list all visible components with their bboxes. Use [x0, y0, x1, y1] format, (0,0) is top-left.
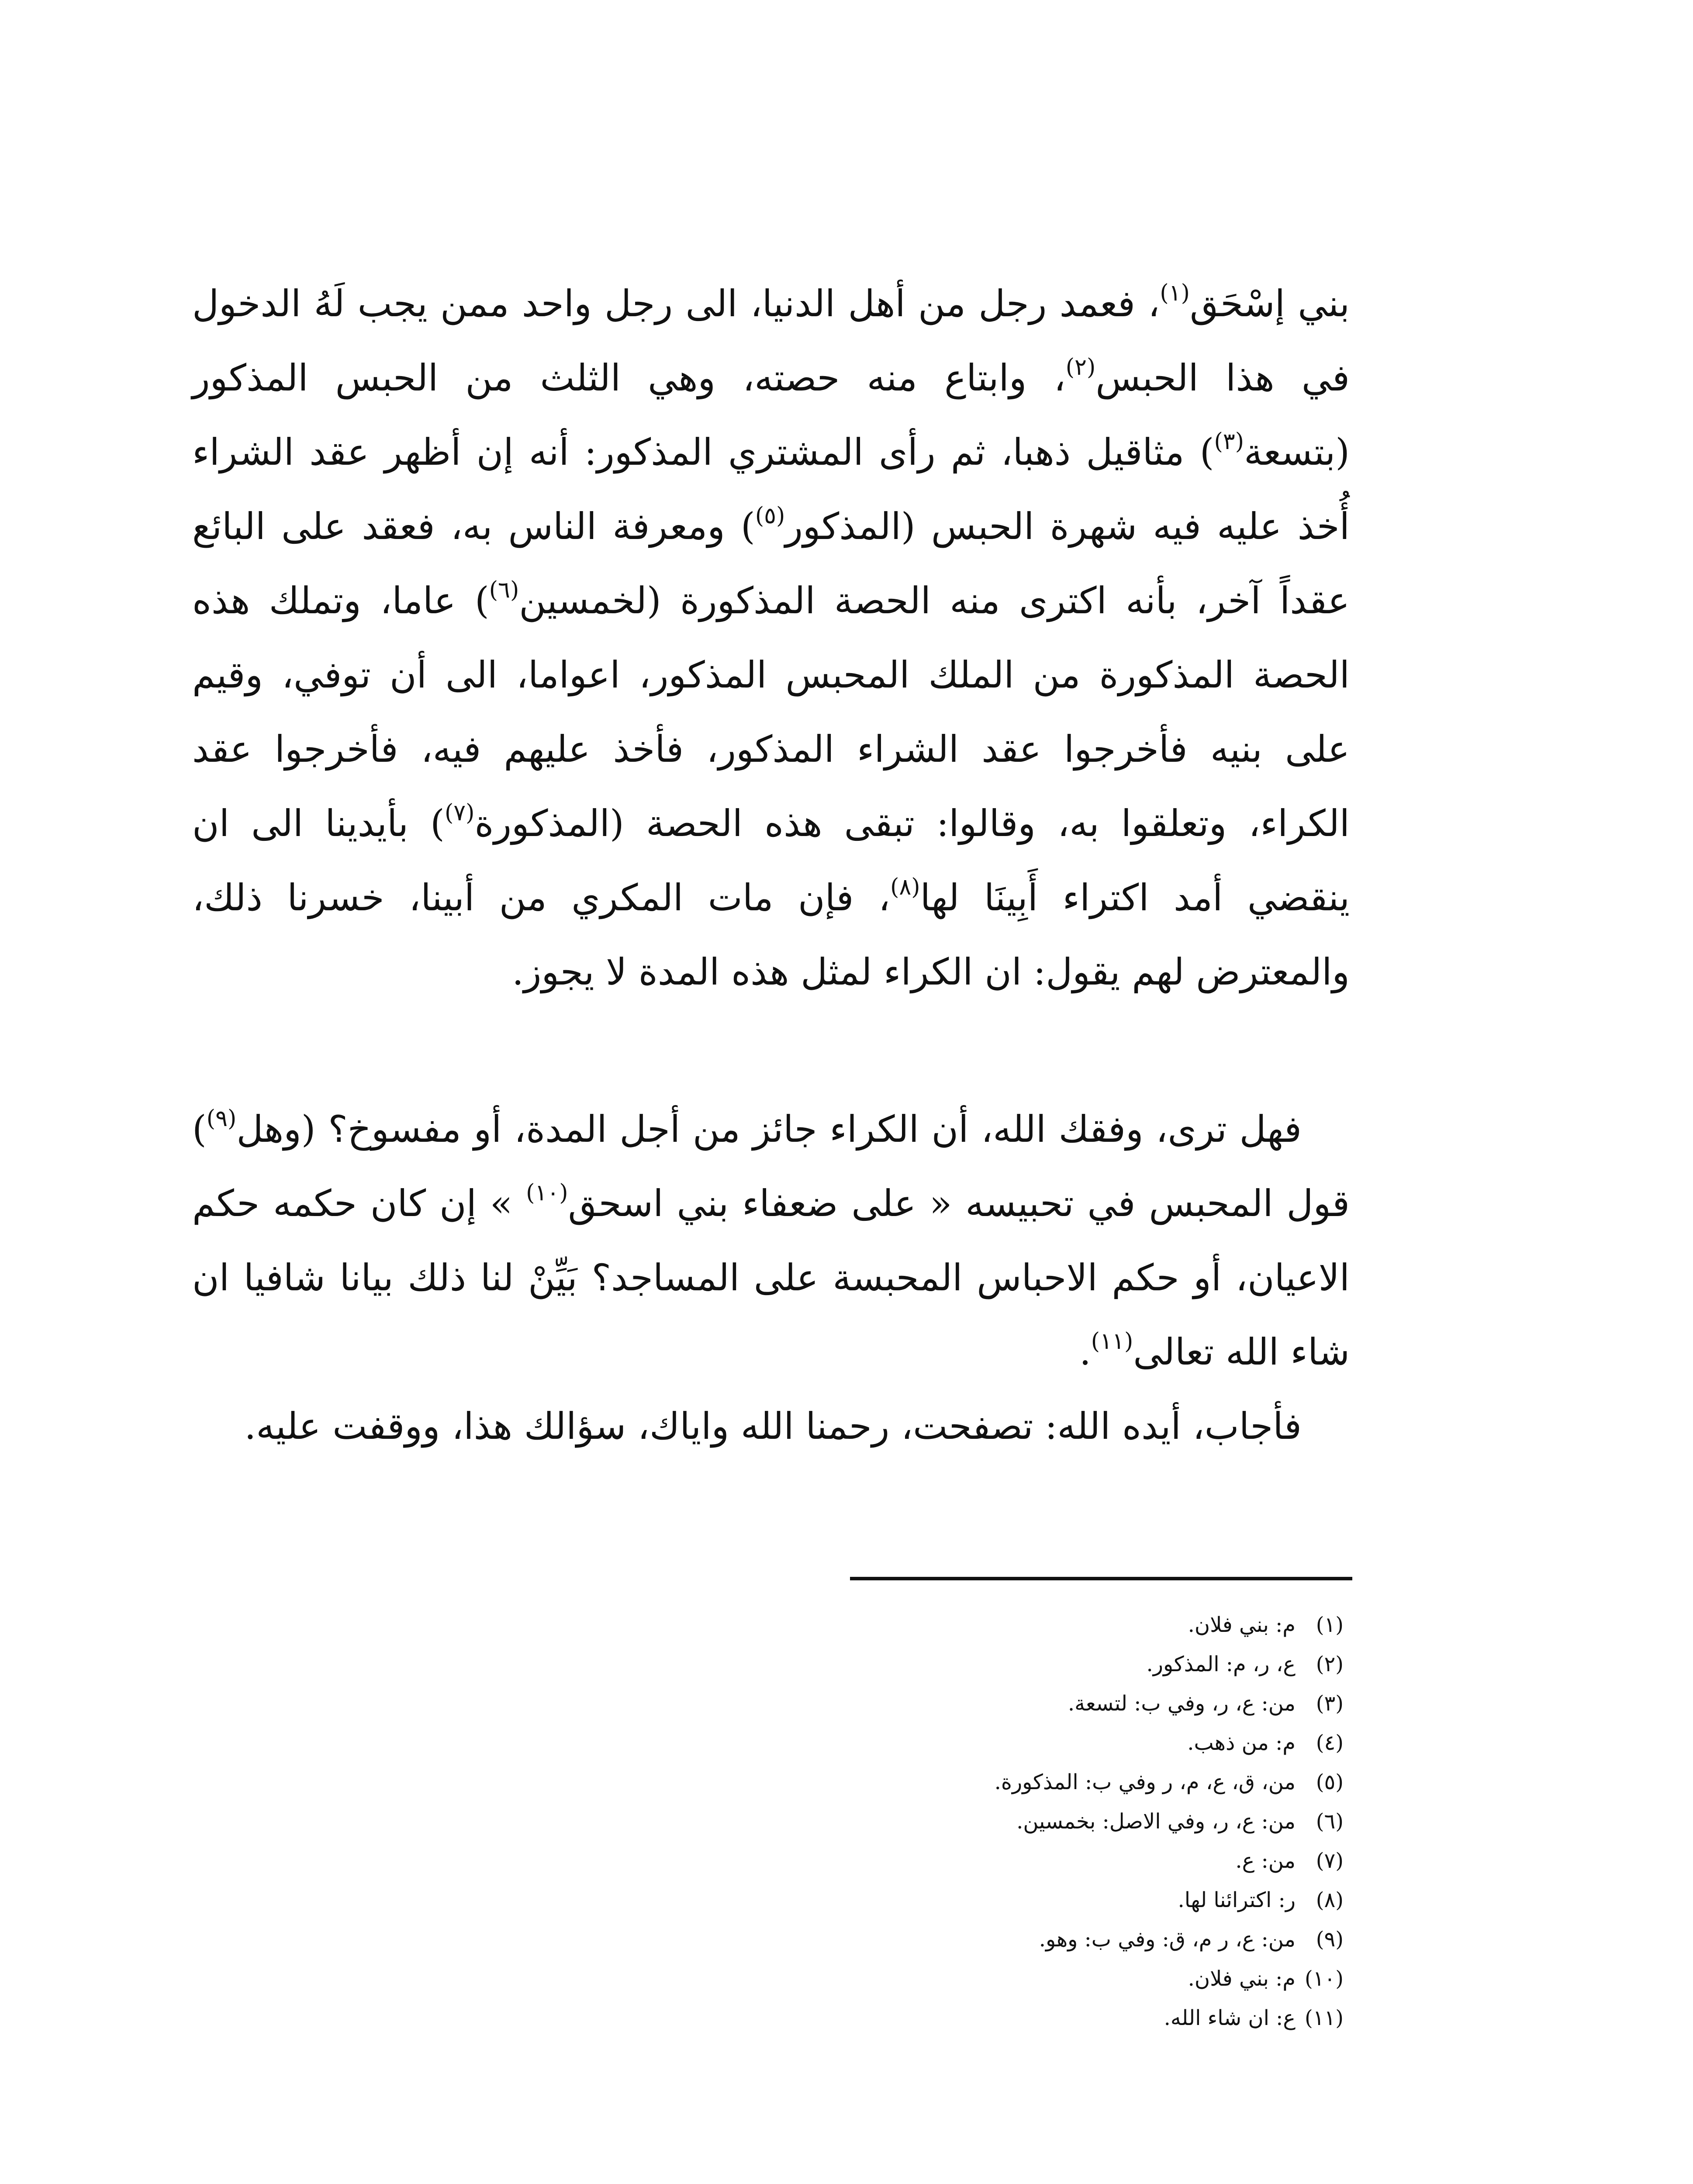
text-run: فهل ترى، وفقك الله، أن الكراء جائز من أجل المدة، أو مفسوخ؟ (وهل	[236, 1108, 1302, 1151]
footnote-number: (٩)	[1316, 1927, 1344, 1952]
text-run: ، وابتاع منه حصته، وهي الثلث من الحبس المذكور (بتسعة	[192, 356, 1350, 473]
footnote-item	[688, 1762, 1344, 1802]
footnote-marker-8: (٨)	[890, 874, 920, 900]
footnote-text: من، ق، ع، م، ر وفي ب: المذكورة.	[994, 1770, 1296, 1794]
footnote-item	[688, 1645, 1344, 1684]
footnote-text: م: بني فلان.	[1188, 1966, 1296, 1991]
footnote-number: (٦)	[1316, 1809, 1344, 1834]
footnote-marker-11: (١١)	[1091, 1328, 1133, 1355]
text-run: ) ومعرفة الناس به، فعقد على البائع عقداً آخر، بأنه اكترى منه الحصة المذكورة (لخمسين	[192, 505, 1350, 622]
text-run: ) عاما، وتملك هذه الحصة المذكورة من الملك المحبس المذكور، اعواما، الى أن توفي، وقيم على بنيه فأخرجوا عقد الشراء المذكور، فأخذ عليهم فيه، فأخرجوا عقد الكراء، وتعلقوا به، وقالوا: تبقى هذه الحصة (المذكورة	[192, 579, 1350, 845]
footnote-number: (٨)	[1316, 1888, 1344, 1912]
footnote-marker-1: (١)	[1160, 280, 1190, 306]
text-run: ، فعمد رجل من أهل الدنيا، الى رجل واحد ممن يجب لَهُ الدخول في هذا الحبس	[192, 282, 1350, 399]
footnote-number: (٥)	[1316, 1770, 1344, 1794]
footnotes-list	[688, 1605, 1344, 2038]
footnote-number: (١٠)	[1304, 1966, 1344, 1991]
footnote-text: من: ع.	[1235, 1849, 1296, 1873]
text-run: بني إسْحَق	[1189, 282, 1350, 325]
footnote-marker-3: (٣)	[1214, 429, 1244, 455]
text-run: » إن كان حكمه حكم الاعيان، أو حكم الاحباس المحبسة على المساجد؟ بَيِّنْ لنا ذلك بيانا شافيا ان شاء الله تعالى	[192, 1182, 1350, 1373]
footnote-text: م: بني فلان.	[1188, 1613, 1296, 1637]
footnote-item	[688, 1880, 1344, 1920]
main-paragraph-3	[192, 1389, 1350, 1463]
footnote-item	[688, 1802, 1344, 1841]
footnote-text: من: ع، ر، وفي ب: لتسعة.	[1068, 1691, 1296, 1716]
footnote-marker-9: (٩)	[206, 1106, 237, 1132]
footnote-number: (٢)	[1316, 1652, 1344, 1676]
text-run: .	[1079, 1330, 1091, 1373]
footnote-item	[688, 1684, 1344, 1723]
footnote-text: من: ع، ر، وفي الاصل: بخمسين.	[1016, 1809, 1296, 1834]
footnote-separator	[850, 1577, 1352, 1580]
text-run: ) بأيدينا الى ان ينقضي أمد اكتراء أَبِينَا لها	[192, 802, 1350, 919]
footnote-number: (١)	[1316, 1613, 1344, 1637]
footnote-text: م: من ذهب.	[1187, 1731, 1296, 1755]
footnote-item	[688, 1959, 1344, 1998]
text-run: فأجاب، أيده الله: تصفحت، رحمنا الله واياك، سؤالك هذا، ووقفت عليه.	[244, 1405, 1302, 1448]
footnote-marker-10: (١٠)	[526, 1180, 568, 1206]
footnote-marker-2: (٢)	[1065, 354, 1096, 380]
text-run: ، فإن مات المكري من أبينا، خسرنا ذلك، والمعترض لهم يقول: ان الكراء لمثل هذه المدة لا يجوز.	[192, 876, 1350, 993]
footnote-item	[688, 1920, 1344, 1959]
footnote-number: (٧)	[1316, 1849, 1344, 1873]
text-run: ) قول المحبس في تحبيسه « على ضعفاء بني اسحق	[192, 1108, 1350, 1225]
footnote-number: (٣)	[1316, 1691, 1344, 1716]
footnote-marker-7: (٧)	[444, 800, 475, 826]
main-paragraph-2	[192, 1092, 1350, 1389]
footnote-marker-5: (٥)	[755, 503, 785, 529]
footnote-item	[688, 1605, 1344, 1645]
footnote-text: ع: ان شاء الله.	[1164, 2006, 1296, 2030]
footnote-item	[688, 1841, 1344, 1880]
footnote-marker-6: (٦)	[489, 577, 519, 603]
footnote-number: (١١)	[1304, 2006, 1344, 2030]
footnote-item	[688, 1723, 1344, 1762]
footnote-text: ع، ر، م: المذكور.	[1146, 1652, 1296, 1676]
footnote-text: ر: اكترائنا لها.	[1178, 1888, 1296, 1912]
footnote-number: (٤)	[1316, 1731, 1344, 1755]
footnote-text: من: ع، ر م، ق: وفي ب: وهو.	[1039, 1927, 1296, 1952]
text-run: ) مثاقيل ذهبا، ثم رأى المشتري المذكور: أنه إن أظهر عقد الشراء أُخذ عليه فيه شهرة الحبس (المذكور	[192, 431, 1350, 548]
main-paragraph-1	[192, 266, 1350, 1009]
footnote-item	[688, 1998, 1344, 2038]
